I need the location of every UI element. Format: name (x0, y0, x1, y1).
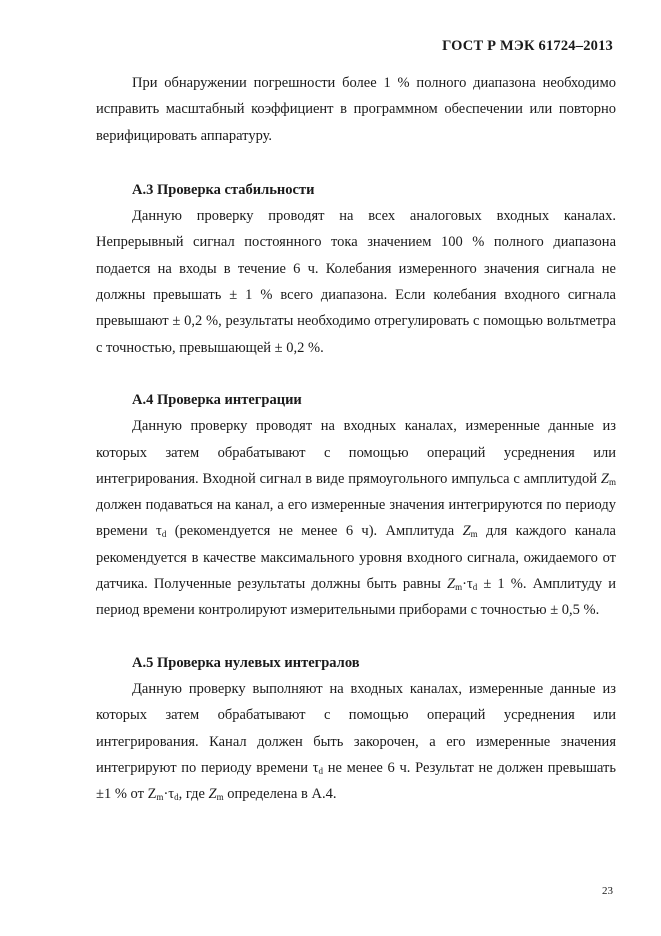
document-header: ГОСТ Р МЭК 61724–2013 (442, 38, 613, 54)
section-a5-heading: А.5 Проверка нулевых интегралов (132, 654, 360, 671)
page-content (96, 70, 616, 807)
section-a4-paragraph: Данную проверку проводят на входных каналах, измеренные данные из которых затем обрабатывают с помощью операций усреднения или интегрирования. Входной сигнал в виде прямоугольного импульса с амплитудой $Z_m$ должен подаваться на канал, а его измеренные значения интегрируются по периоду времени $\tau_d$ (рекомендуется не менее 6 ч). Амплитуда $Z_m$ для каждого канала рекомендуется в качестве максимального уровня входного сигнала, ожидаемого от датчика. Полученные результаты должны быть равны $Z_m\cdot\tau_d \pm 1$ %. Амплитуду и период времени контролируют измерительными приборами с точностью ± 0,5 %. (96, 418, 616, 619)
section-a5-paragraph: Данную проверку выполняют на входных каналах, измеренные данные из которых затем обрабатывают с помощью операций усреднения или интегрирования. Канал должен быть закорочен, а его измеренные значения интегрируют по периоду времени $\tau_d$ не менее 6 ч. Результат не должен превышать ±1 % от $Z_m\cdot\tau_d$, где $Z_m$ определена в А.4. (96, 680, 617, 803)
section-a3-paragraph: Данную проверку проводят на всех аналоговых входных каналах. Непрерывный сигнал постоянного тока значением 100 % полного диапазона подается на входы в течение 6 ч. Колебания измеренного значения сигнала не должны превышать ± 1 % всего диапазона. Если колебания входного сигнала превышают ± 0,2 %, результаты необходимо отрегулировать с помощью вольтметра с точностью, превышающей ± 0,2 %. (96, 208, 616, 356)
page-number: 23 (602, 885, 613, 897)
section-a3-heading: А.3 Проверка стабильности (132, 181, 315, 198)
intro-paragraph: При обнаружении погрешности более 1 % полного диапазона необходимо исправить масштабный коэффициент в программном обеспечении или повторно верифицировать аппаратуру. (96, 75, 616, 144)
section-a4-heading: А.4 Проверка интеграции (132, 391, 302, 408)
